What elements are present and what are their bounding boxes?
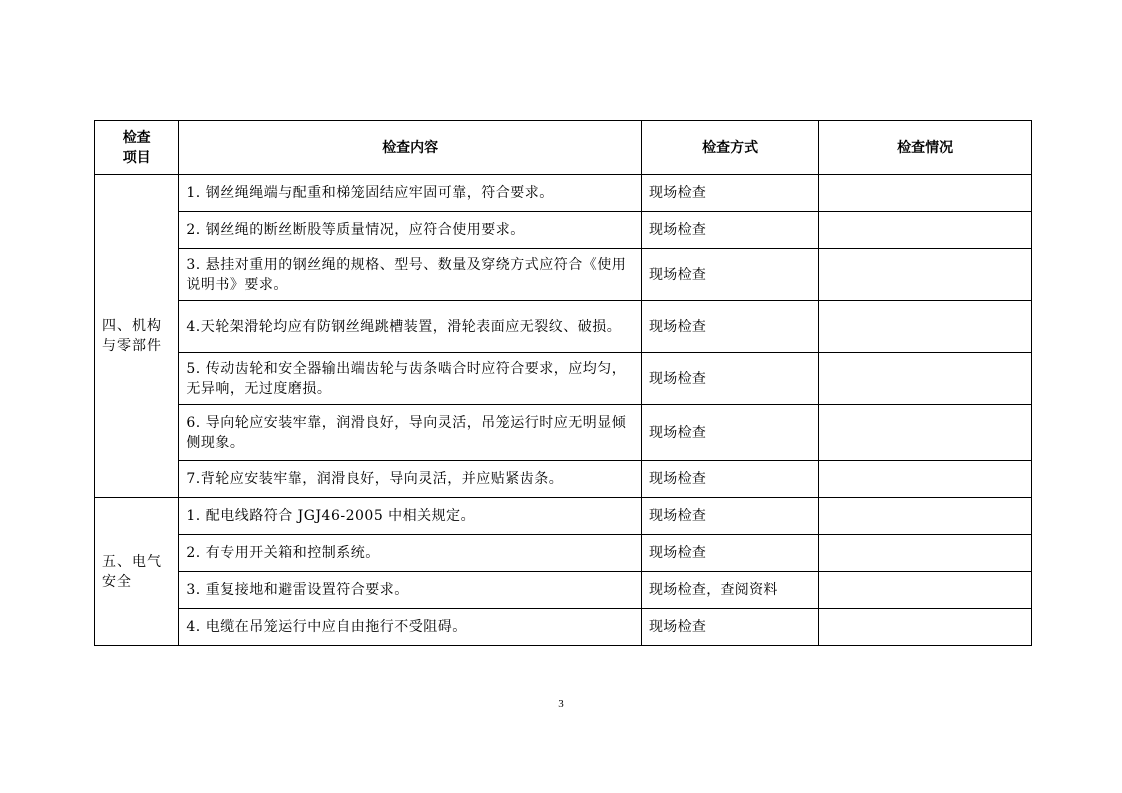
row-content: 3. 悬挂对重用的钢丝绳的规格、型号、数量及穿绕方式应符合《使用说明书》要求。 — [179, 249, 642, 301]
row-method: 现场检查，查阅资料 — [642, 572, 819, 609]
table-row — [95, 249, 1032, 301]
row-result[interactable] — [819, 301, 1032, 353]
row-method: 现场检查 — [642, 249, 819, 301]
row-method: 现场检查 — [642, 212, 819, 249]
row-content: 7.背轮应安装牢靠，润滑良好，导向灵活，并应贴紧齿条。 — [179, 461, 642, 498]
page-number: 3 — [558, 698, 564, 710]
row-method: 现场检查 — [642, 498, 819, 535]
table-row — [95, 609, 1032, 646]
row-content: 6. 导向轮应安装牢靠，润滑良好，导向灵活，吊笼运行时应无明显倾侧现象。 — [179, 405, 642, 461]
row-content: 2. 有专用开关箱和控制系统。 — [179, 535, 642, 572]
row-method: 现场检查 — [642, 609, 819, 646]
section-title-electrical: 五、电气安全 — [95, 498, 179, 646]
header-method: 检查方式 — [642, 121, 819, 175]
row-content: 2. 钢丝绳的断丝断股等质量情况，应符合使用要求。 — [179, 212, 642, 249]
table-row — [95, 498, 1032, 535]
table-row — [95, 175, 1032, 212]
table-row — [95, 572, 1032, 609]
row-result[interactable] — [819, 175, 1032, 212]
row-method: 现场检查 — [642, 405, 819, 461]
table-header-row — [95, 121, 1032, 175]
header-item-label: 检查 项目 — [122, 129, 151, 166]
row-result[interactable] — [819, 212, 1032, 249]
row-content: 4.天轮架滑轮均应有防钢丝绳跳槽装置，滑轮表面应无裂纹、破损。 — [179, 301, 642, 353]
row-result[interactable] — [819, 249, 1032, 301]
table-row — [95, 212, 1032, 249]
row-content: 5. 传动齿轮和安全器输出端齿轮与齿条啮合时应符合要求，应均匀，无异响，无过度磨损。 — [179, 353, 642, 405]
row-method: 现场检查 — [642, 353, 819, 405]
section-title-mechanism: 四、机构与零部件 — [95, 175, 179, 498]
table-row — [95, 353, 1032, 405]
row-method: 现场检查 — [642, 535, 819, 572]
row-content: 3. 重复接地和避雷设置符合要求。 — [179, 572, 642, 609]
row-result[interactable] — [819, 353, 1032, 405]
row-result[interactable] — [819, 572, 1032, 609]
header-item — [95, 121, 179, 175]
row-result[interactable] — [819, 461, 1032, 498]
row-method: 现场检查 — [642, 175, 819, 212]
table-row — [95, 461, 1032, 498]
row-content: 1. 配电线路符合 JGJ46-2005 中相关规定。 — [179, 498, 642, 535]
row-content: 4. 电缆在吊笼运行中应自由拖行不受阻碍。 — [179, 609, 642, 646]
inspection-table — [94, 120, 1032, 646]
row-result[interactable] — [819, 609, 1032, 646]
table-row — [95, 301, 1032, 353]
row-result[interactable] — [819, 535, 1032, 572]
row-method: 现场检查 — [642, 301, 819, 353]
header-result: 检查情况 — [819, 121, 1032, 175]
row-method: 现场检查 — [642, 461, 819, 498]
row-result[interactable] — [819, 498, 1032, 535]
table-row — [95, 535, 1032, 572]
header-content: 检查内容 — [179, 121, 642, 175]
row-result[interactable] — [819, 405, 1032, 461]
table-row — [95, 405, 1032, 461]
row-content: 1. 钢丝绳绳端与配重和梯笼固结应牢固可靠，符合要求。 — [179, 175, 642, 212]
